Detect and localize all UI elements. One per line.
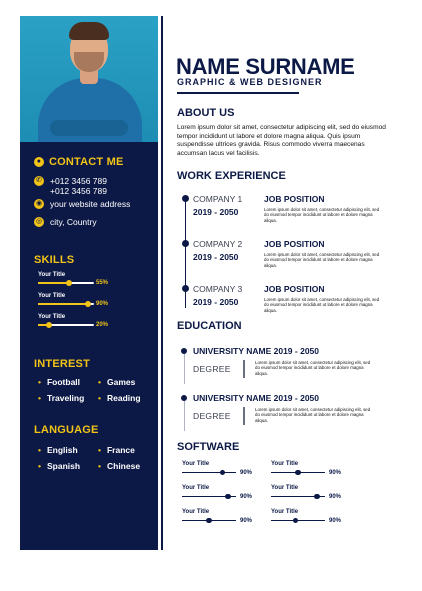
software-track [271, 496, 325, 497]
skill-track [38, 324, 94, 326]
software-label: Your Title [271, 509, 299, 515]
contact-website: ◉ your website address [35, 199, 131, 209]
software-label: Your Title [271, 485, 299, 491]
about-text: Lorem ipsum dolor sit amet, consectetur adipiscing elit, sed do eiusmod tempor incididunt ut labore et dolore magna aliqua. Quis ipsum suspendisse ultrices gravida. Risus commodo viverra maecenas accumsan lacus vel facilisis. [177, 124, 386, 157]
software-knob[interactable] [220, 470, 226, 476]
software-knob[interactable] [314, 494, 320, 500]
software-item [271, 485, 343, 500]
software-item [271, 509, 343, 524]
contact-phone [34, 176, 107, 196]
skill-item [38, 293, 110, 305]
job-role: GRAPHIC & WEB DESIGNER [177, 77, 323, 87]
job-description: Lorem ipsum dolor sit amet, consectetur adipiscing elit, sed do eiusmod tempor incididunt ut labore et dolore magna aliqua. [264, 297, 380, 313]
profile-photo [20, 16, 158, 142]
skill-percent: 90% [96, 301, 109, 307]
education-line [184, 401, 185, 431]
education-separator [243, 360, 245, 378]
globe-icon: ◉ [35, 200, 43, 207]
degree: DEGREE [193, 411, 231, 421]
skill-track [38, 282, 94, 284]
software-label: Your Title [182, 509, 210, 515]
language-title: LANGUAGE [34, 424, 99, 436]
software-label: Your Title [182, 461, 210, 467]
software-item [182, 485, 254, 500]
language-list [38, 445, 158, 471]
software-item [271, 461, 343, 476]
phone-icon: ✆ [34, 176, 44, 186]
phone-1: +012 3456 789 [50, 176, 107, 186]
software-item [182, 509, 254, 524]
education-years: 2019 - 2050 [273, 393, 319, 403]
university-name: UNIVERSITY NAME 2019 - 2050 [193, 346, 319, 356]
skill-knob[interactable] [85, 301, 91, 307]
interest-title: INTEREST [34, 358, 90, 370]
software-percent: 90% [240, 518, 253, 524]
resume-page [20, 16, 402, 550]
skill-label: Your Title [38, 293, 66, 299]
skill-label: Your Title [38, 272, 66, 278]
user-icon: ● [34, 157, 44, 167]
contact-location: ◎ city, Country [35, 217, 97, 227]
education-years: 2019 - 2050 [273, 346, 319, 356]
software-percent: 90% [240, 470, 253, 476]
interest-list [38, 377, 158, 403]
job-position: JOB POSITION [264, 284, 325, 294]
software-knob[interactable] [295, 470, 301, 476]
job-position: JOB POSITION [264, 239, 325, 249]
language-item: • Spanish [38, 461, 98, 471]
skills-title: SKILLS [34, 254, 75, 266]
software-label: Your Title [271, 461, 299, 467]
skill-fill [38, 282, 69, 284]
job-position: JOB POSITION [264, 194, 325, 204]
full-name: NAME SURNAME [176, 54, 355, 79]
skill-knob[interactable] [66, 280, 72, 286]
interest-item: • Games [98, 377, 158, 387]
software-item [182, 461, 254, 476]
software-percent: 90% [329, 494, 342, 500]
education-description: Lorem ipsum dolor sit amet, consectetur adipiscing elit, sed do eiusmod tempor incididunt ut labore et dolore magna aliqua. [255, 407, 371, 423]
skill-item [38, 314, 110, 326]
skill-knob[interactable] [46, 322, 52, 328]
software-track [182, 496, 236, 497]
skill-item [38, 272, 110, 284]
software-label: Your Title [182, 485, 210, 491]
work-years: 2019 - 2050 [193, 207, 239, 217]
software-track [182, 472, 236, 473]
software-percent: 90% [329, 518, 342, 524]
skill-fill [38, 303, 88, 305]
vertical-divider [161, 16, 163, 550]
interest-item: • Reading [98, 393, 158, 403]
work-title: WORK EXPERIENCE [177, 170, 286, 182]
software-track [271, 520, 325, 521]
education-title: EDUCATION [177, 320, 242, 332]
location-pin-icon: ◎ [35, 218, 43, 225]
skill-track [38, 303, 94, 305]
work-dot [182, 195, 189, 202]
work-years: 2019 - 2050 [193, 252, 239, 262]
sidebar [20, 16, 158, 550]
education-separator [243, 407, 245, 425]
work-years: 2019 - 2050 [193, 297, 239, 307]
skill-label: Your Title [38, 314, 66, 320]
software-track [271, 472, 325, 473]
university-name: UNIVERSITY NAME 2019 - 2050 [193, 393, 319, 403]
language-item: • France [98, 445, 158, 455]
software-percent: 90% [329, 470, 342, 476]
software-knob[interactable] [293, 518, 299, 524]
company-name: COMPANY 3 [193, 284, 243, 294]
job-description: Lorem ipsum dolor sit amet, consectetur adipiscing elit, sed do eiusmod tempor incididunt ut labore et dolore magna aliqua. [264, 252, 380, 268]
education-line [184, 354, 185, 384]
software-track [182, 520, 236, 521]
software-knob[interactable] [225, 494, 231, 500]
contact-title: ● CONTACT ME [34, 156, 124, 168]
skill-percent: 55% [96, 280, 109, 286]
software-knob[interactable] [206, 518, 212, 524]
about-title: ABOUT US [177, 107, 235, 119]
company-name: COMPANY 1 [193, 194, 243, 204]
software-title: SOFTWARE [177, 441, 240, 453]
language-item: • Chinese [98, 461, 158, 471]
degree: DEGREE [193, 364, 231, 374]
company-name: COMPANY 2 [193, 239, 243, 249]
job-description: Lorem ipsum dolor sit amet, consectetur adipiscing elit, sed do eiusmod tempor incididunt ut labore et dolore magna aliqua. [264, 207, 380, 223]
software-percent: 90% [240, 494, 253, 500]
interest-item: • Football [38, 377, 98, 387]
interest-item: • Traveling [38, 393, 98, 403]
work-dot [182, 285, 189, 292]
role-underline [177, 92, 299, 94]
skill-percent: 20% [96, 322, 109, 328]
phone-2: +012 3456 789 [50, 186, 107, 196]
education-description: Lorem ipsum dolor sit amet, consectetur adipiscing elit, sed do eiusmod tempor incididunt ut labore et dolore magna aliqua. [255, 360, 371, 376]
work-dot [182, 240, 189, 247]
language-item: • English [38, 445, 98, 455]
